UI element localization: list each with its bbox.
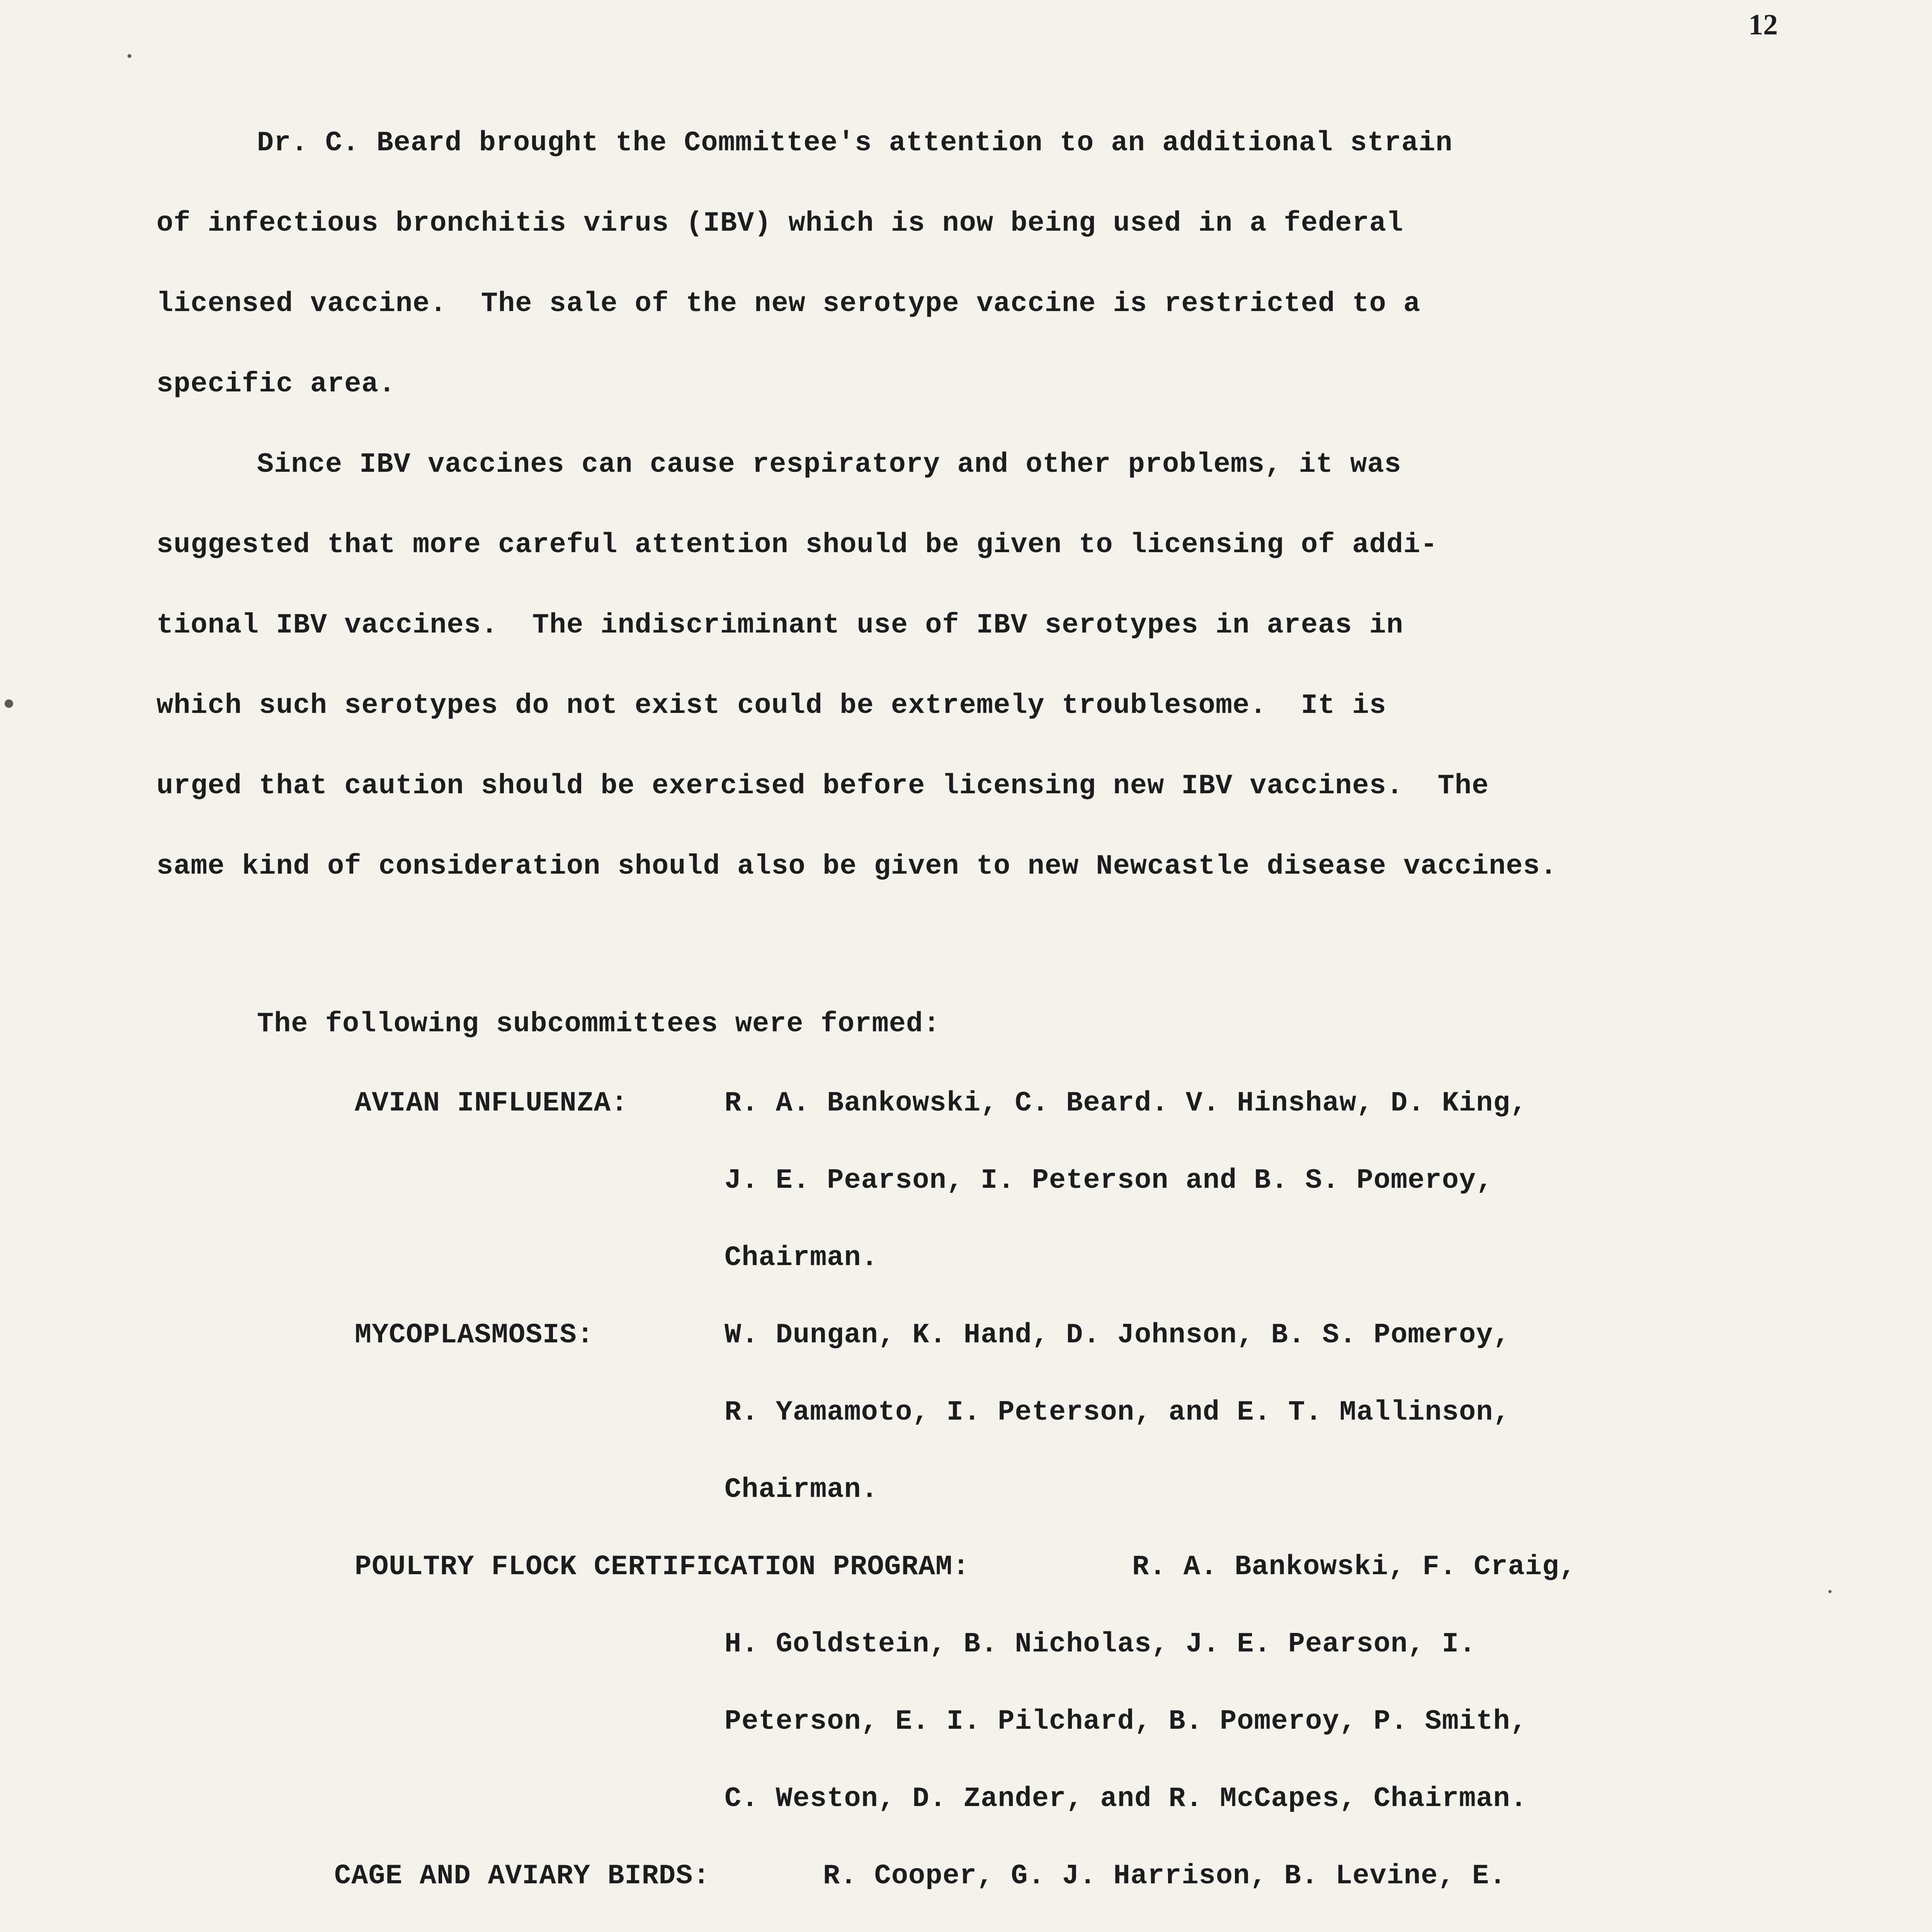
paragraph-2-line-1: Since IBV vaccines can cause respiratory and other problems, it was (257, 449, 1401, 480)
subcommittees-intro: The following subcommittees were formed: (257, 1008, 940, 1040)
paragraph-2-line-6: same kind of consideration should also be given to new Newcastle disease vaccines. (156, 850, 1557, 882)
paragraph-2-line-2: suggested that more careful attention should be given to licensing of addi- (156, 529, 1438, 561)
subcommittee-member-line: R. Cooper, G. J. Harrison, B. Levine, E. (823, 1860, 1507, 1892)
paragraph-2-line-3: tional IBV vaccines. The indiscriminant use of IBV serotypes in areas in (156, 609, 1404, 641)
subcommittee-name-poultry-flock-certification: POULTRY FLOCK CERTIFICATION PROGRAM: (355, 1551, 970, 1583)
subcommittee-name-cage-and-aviary-birds: CAGE AND AVIARY BIRDS: (334, 1860, 710, 1892)
subcommittee-member-line: R. Yamamoto, I. Peterson, and E. T. Mallinson, (724, 1396, 1510, 1428)
paragraph-1-line-4: specific area. (156, 368, 396, 400)
subcommittee-member-line: R. A. Bankowski, C. Beard. V. Hinshaw, D. King, (724, 1087, 1527, 1119)
paragraph-2-line-5: urged that caution should be exercised before licensing new IBV vaccines. The (156, 770, 1489, 802)
paragraph-1-line-1: Dr. C. Beard brought the Committee's attention to an additional strain (257, 127, 1453, 159)
paragraph-2-line-4: which such serotypes do not exist could be extremely troublesome. It is (156, 690, 1386, 721)
subcommittee-member-line: Chairman. (724, 1242, 878, 1274)
paper-speck (5, 699, 13, 708)
paragraph-1-line-2: of infectious bronchitis virus (IBV) which is now being used in a federal (156, 207, 1404, 239)
subcommittee-name-mycoplasmosis: MYCOPLASMOSIS: (355, 1319, 594, 1351)
paragraph-1-line-3: licensed vaccine. The sale of the new serotype vaccine is restricted to a (156, 288, 1421, 320)
subcommittee-name-avian-influenza: AVIAN INFLUENZA: (355, 1087, 628, 1119)
subcommittee-member-line: Chairman. (724, 1474, 878, 1505)
subcommittee-member-line: Peterson, E. I. Pilchard, B. Pomeroy, P. Smith, (724, 1706, 1527, 1737)
subcommittee-member-line: R. A. Bankowski, F. Craig, (1132, 1551, 1577, 1583)
subcommittee-member-line: H. Goldstein, B. Nicholas, J. E. Pearson, I. (724, 1628, 1476, 1660)
subcommittee-member-line: W. Dungan, K. Hand, D. Johnson, B. S. Pomeroy, (724, 1319, 1510, 1351)
paper-speck (1828, 1590, 1832, 1593)
subcommittee-member-line: J. E. Pearson, I. Peterson and B. S. Pomeroy, (724, 1165, 1493, 1196)
page-number: 12 (1748, 9, 1778, 41)
subcommittee-member-line: C. Weston, D. Zander, and R. McCapes, Chairman. (724, 1783, 1527, 1815)
paper-speck (128, 54, 131, 58)
